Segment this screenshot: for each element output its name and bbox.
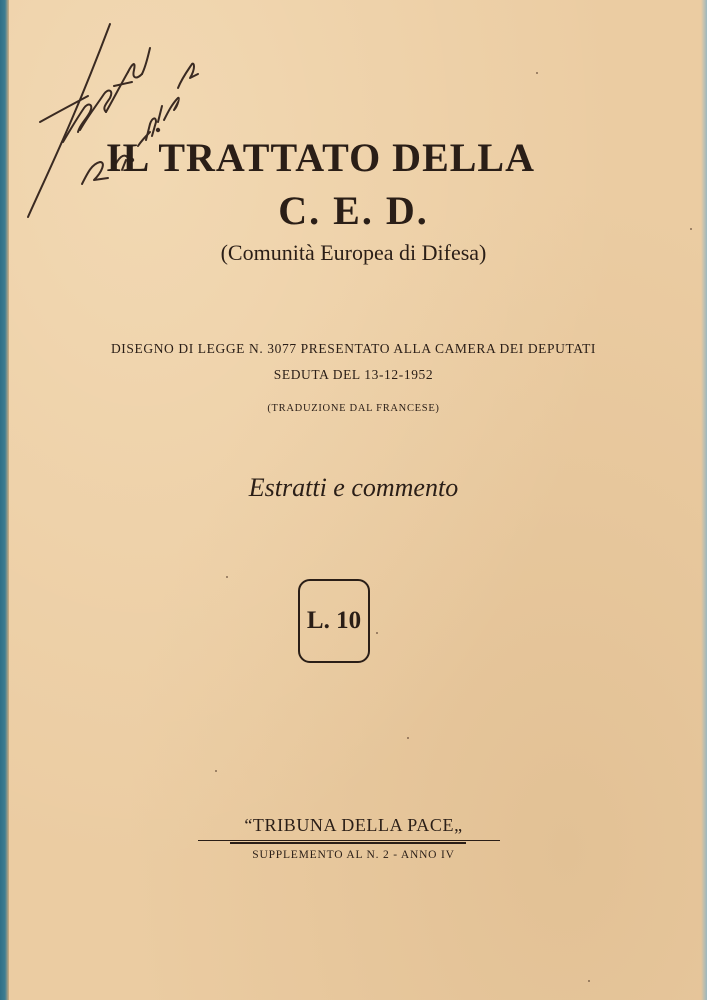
divider-thick — [230, 842, 466, 844]
paper-speck — [690, 228, 692, 230]
paper-speck — [215, 770, 217, 772]
paper-speck — [407, 737, 409, 739]
subtitle: (Comunità Europea di Difesa) — [220, 240, 487, 265]
price-box — [298, 579, 370, 663]
paper-speck — [376, 632, 378, 634]
price-label: L. 10 — [306, 607, 362, 634]
bill-line: DISEGNO DI LEGGE N. 3077 PRESENTATO ALLA CAMERA DEI DEPUTATI — [110, 341, 597, 356]
title-line-1: IL TRATTATO DELLA — [106, 135, 535, 180]
supplement-line: SUPPLEMENTO AL N. 2 - ANNO IV — [252, 849, 455, 861]
paper-speck — [226, 576, 228, 578]
tagline: Estratti e commento — [248, 473, 459, 502]
session-line: SEDUTA DEL 13-12-1952 — [273, 367, 434, 382]
translation-note: (TRADUZIONE DAL FRANCESE) — [267, 403, 440, 414]
publication-name: “TRIBUNA DELLA PACE„ — [244, 815, 463, 835]
divider-thin — [198, 840, 500, 841]
paper-speck — [588, 980, 590, 982]
paper-speck — [536, 72, 538, 74]
title-line-2: C. E. D. — [278, 188, 429, 233]
